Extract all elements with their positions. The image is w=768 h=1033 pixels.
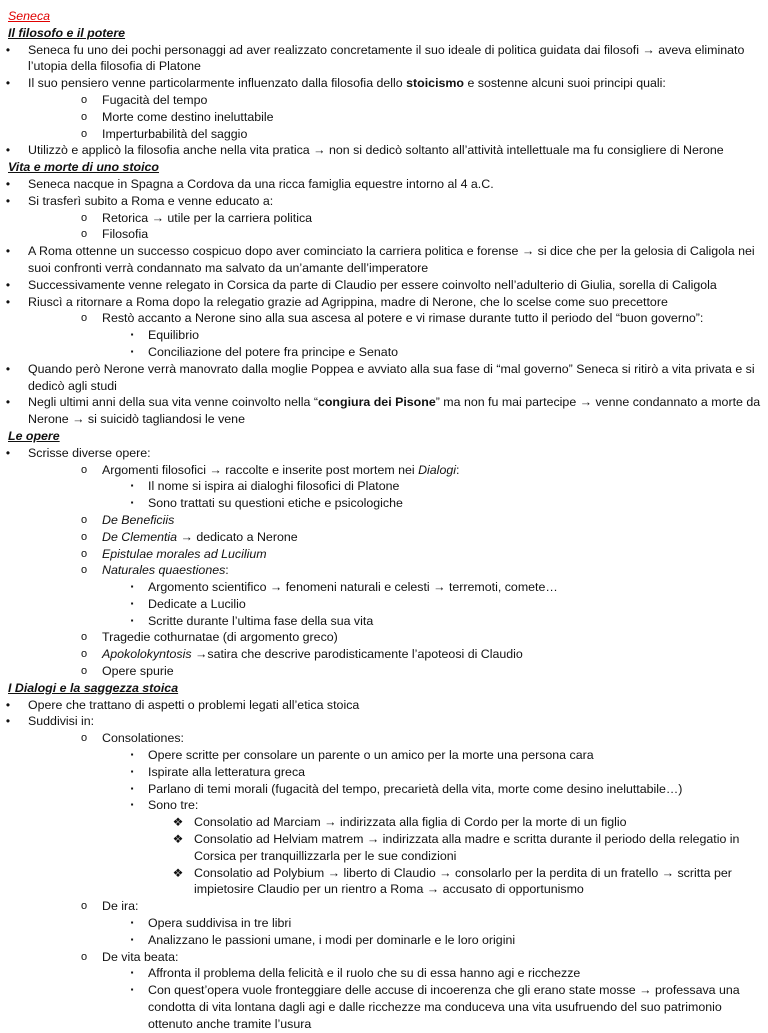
list-item: o De ira: [80, 899, 139, 914]
list-item: • Il suo pensiero venne particolarmente influenzato dalla filosofia dello stoicismo e sostenne alcuni suoi principi quali: [5, 76, 666, 91]
list-item: ▪ Sono tre: [130, 798, 199, 813]
list-item: o Epistulae morales ad Lucilium [80, 546, 267, 561]
list-item: ▪ Opere scritte per consolare un parente o un amico per la morte una persona cara [130, 748, 594, 763]
list-item: ▪ Argomento scientifico → fenomeni naturali e celesti → terremoti, comete… [130, 580, 558, 595]
list-item: o De Clementia → dedicato a Nerone [80, 529, 298, 544]
list-item: • Seneca nacque in Spagna a Cordova da una ricca famiglia equestre intorno al 4 a.C. [5, 176, 494, 191]
list-item: o Opere spurie [80, 664, 174, 679]
list-item: ▪ Opera suddivisa in tre libri [130, 916, 292, 931]
list-item: ▪ Ispirate alla letteratura greca [130, 764, 306, 779]
list-item: o Retorica → utile per la carriera politica [80, 210, 313, 225]
list-item: o Morte come destino ineluttabile [80, 109, 274, 124]
list-item: o Tragedie cothurnatae (di argomento greco) [80, 630, 338, 645]
document-title: Seneca [8, 9, 51, 23]
list-item: o Filosofia [80, 227, 149, 242]
list-item: o Fugacità del tempo [80, 92, 208, 107]
list-item: ❖ Consolatio ad Marciam → indirizzata alla figlia di Cordo per la morte di un figlio [172, 815, 627, 830]
list-item: o De Beneficiis [80, 512, 175, 527]
list-item: • Successivamente venne relegato in Corsica da parte di Claudio per essere coinvolto nell’adulterio di Giulia, sorella di Caligola [5, 277, 717, 292]
list-item: ▪ Analizzano le passioni umane, i modi per dominarle e le loro origini [130, 932, 516, 947]
list-item: • A Roma ottenne un successo cospicuo dopo aver cominciato la carriera politica e forense → si dice che per la gelosia di Caligola nei suoi confronti verrà condannato ma salvato da un’amante dell’imperatore [5, 244, 755, 275]
list-item: ▪ Conciliazione del potere fra principe e Senato [130, 344, 399, 359]
list-item: • Suddivisi in: [5, 714, 95, 729]
list-item: o Restò accanto a Nerone sino alla sua ascesa al potere e vi rimase durante tutto il periodo del “buon governo”: [80, 311, 704, 326]
list-item: o Apokolokyntosis →satira che descrive parodisticamente l’apoteosi di Claudio [80, 647, 523, 662]
list-item: o De vita beata: [80, 949, 179, 964]
section-heading-dialogi: I Dialogi e la saggezza stoica [8, 680, 179, 695]
list-item: ▪ Parlano di temi morali (fugacità del tempo, precarietà della vita, morte come desino ineluttabile…) [130, 781, 683, 796]
list-item: ▪ Affronta il problema della felicità e il ruolo che su di essa hanno agi e ricchezze [130, 966, 581, 981]
list-item: o Imperturbabilità del saggio [80, 126, 248, 141]
list-item: ▪ Con quest’opera vuole fronteggiare delle accuse di incoerenza che gli erano state mosse → professava una condotta di vita lontana dagli agi e dalle ricchezze ma conduceva una vita usufruendo del suo patrimonio ottenuto anche tramite l’usura [130, 983, 740, 1031]
list-item: • Negli ultimi anni della sua vita venne coinvolto nella “congiura dei Pisone” ma non fu mai partecipe → venne condannato a morte da Nerone → si suicidò tagliandosi le vene [5, 395, 761, 427]
list-item: • Quando però Nerone verrà manovrato dalla moglie Poppea e avviato alla sua fase di “mal governo” Seneca si ritirò a vita privata e si dedicò agli studi [5, 361, 755, 393]
list-item: • Utilizzò e applicò la filosofia anche nella vita pratica → non si dedicò soltanto all’attività intellettuale ma fu consigliere di Nerone [5, 143, 724, 158]
list-item: • Si trasferì subito a Roma e venne educato a: [5, 193, 274, 208]
list-item: o Argomenti filosofici → raccolte e inserite post mortem nei Dialogi: [80, 462, 460, 477]
section-heading-filosofo: Il filosofo e il potere [8, 25, 126, 40]
list-item: ❖ Consolatio ad Polybium → liberto di Claudio → consolarlo per la perdita di un fratello → scritta per impietosire Claudio per un rientro a Roma → accusato di opportunismo [172, 865, 732, 897]
list-item: o Naturales quaestiones: [80, 563, 229, 578]
list-item: • Opere che trattano di aspetti o problemi legati all’etica stoica [5, 697, 360, 712]
list-item: ▪ Equilibrio [130, 328, 199, 343]
list-item: • Riuscì a ritornare a Roma dopo la relegatio grazie ad Agrippina, madre di Nerone, che lo scelse come suo precettore [5, 294, 668, 309]
list-item: ▪ Il nome si ispira ai dialoghi filosofici di Platone [130, 479, 400, 494]
list-item: • Scrisse diverse opere: [5, 445, 151, 460]
list-item: ▪ Sono trattati su questioni etiche e psicologiche [130, 496, 403, 511]
section-heading-vita: Vita e morte di uno stoico [8, 160, 159, 175]
section-heading-opere: Le opere [8, 428, 60, 443]
list-item: • Seneca fu uno dei pochi personaggi ad aver realizzato concretamente il suo ideale di politica guidata dai filosofi → aveva eliminato l’utopia della filosofia di Platone [5, 42, 745, 74]
list-item: o Consolationes: [80, 731, 184, 746]
list-item: ▪ Scritte durante l’ultima fase della sua vita [130, 613, 374, 628]
list-item: ▪ Dedicate a Lucilio [130, 596, 246, 611]
list-item: ❖ Consolatio ad Helviam matrem → indirizzata alla madre e scritta durante il periodo della relegatio in Corsica per tranquillizzarla per le sue condizioni [172, 832, 740, 863]
